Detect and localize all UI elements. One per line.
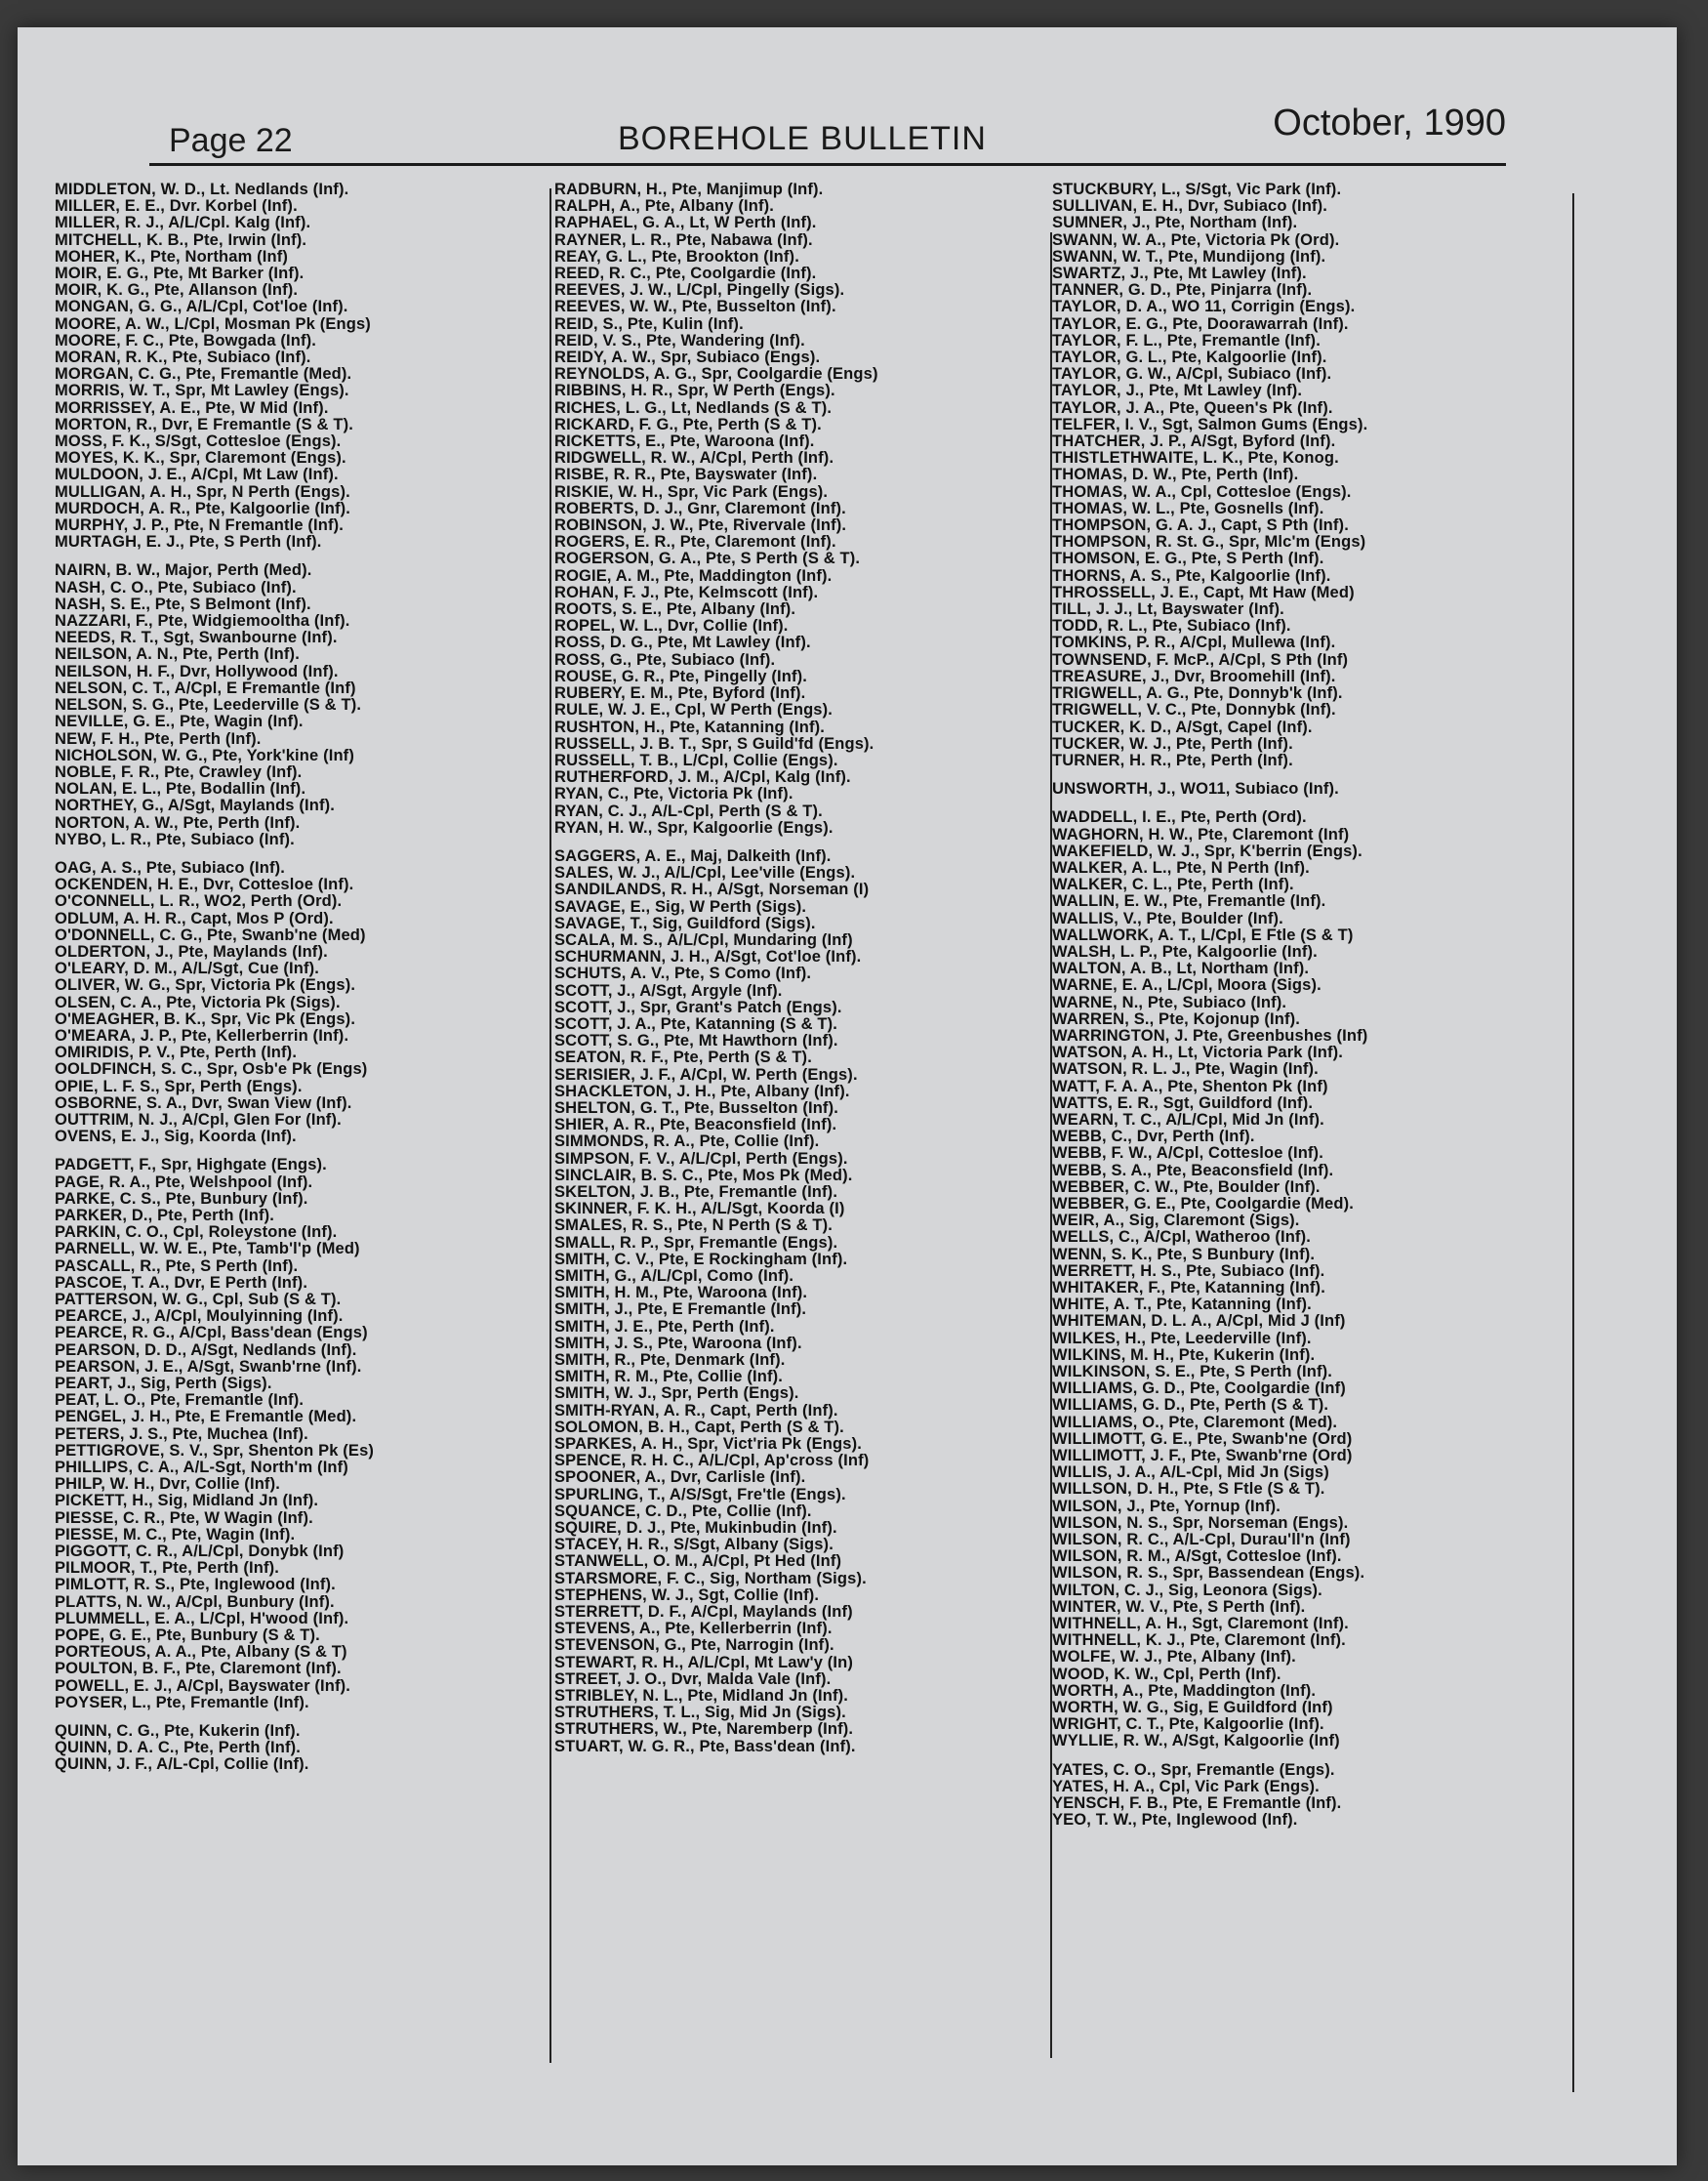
- roll-entry: PEARSON, D. D., A/Sgt, Nedlands (Inf).: [55, 1340, 357, 1359]
- roll-entry: PARKIN, C. O., Cpl, Roleystone (Inf).: [55, 1223, 338, 1242]
- roll-entry: NICHOLSON, W. G., Pte, York'kine (Inf): [55, 746, 354, 764]
- roll-entry: SMITH, G., A/L/Cpl, Como (Inf).: [554, 1267, 794, 1285]
- roll-entry: STARSMORE, F. C., Sig, Northam (Sigs).: [554, 1569, 867, 1587]
- roll-entry: WITHNELL, K. J., Pte, Claremont (Inf).: [1052, 1631, 1346, 1650]
- roll-entry: MURTAGH, E. J., Pte, S Perth (Inf).: [55, 533, 322, 552]
- roll-entry: NEILSON, H. F., Dvr, Hollywood (Inf).: [55, 662, 339, 680]
- roll-entry: WHITAKER, F., Pte, Katanning (Inf).: [1052, 1279, 1325, 1296]
- roll-entry: O'MEARA, J. P., Pte, Kellerberrin (Inf).: [55, 1026, 349, 1045]
- roll-entry: REID, V. S., Pte, Wandering (Inf).: [554, 331, 805, 350]
- roll-entry: RULE, W. J. E., Cpl, W Perth (Engs).: [554, 701, 833, 720]
- roll-entry: SQUIRE, D. J., Pte, Mukinbudin (Inf).: [554, 1519, 837, 1538]
- roll-entry: SMITH, R. M., Pte, Collie (Inf).: [554, 1368, 783, 1386]
- roll-entry: WALSH, L. P., Pte, Kalgoorlie (Inf).: [1052, 942, 1318, 961]
- roll-entry: YATES, C. O., Spr, Fremantle (Engs).: [1052, 1760, 1335, 1779]
- roll-entry: O'LEARY, D. M., A/L/Sgt, Cue (Inf).: [55, 960, 320, 978]
- roll-entry: SHELTON, G. T., Pte, Busselton (Inf).: [554, 1098, 838, 1117]
- roll-entry: WILSON, R. C., A/L-Cpl, Durau'll'n (Inf): [1052, 1531, 1351, 1549]
- roll-entry: WILLIAMS, G. D., Pte, Perth (S & T).: [1052, 1396, 1329, 1415]
- roll-entry: O'MEAGHER, B. K., Spr, Vic Pk (Engs).: [55, 1009, 356, 1028]
- roll-entry: WILKES, H., Pte, Leederville (Inf).: [1052, 1329, 1312, 1347]
- roll-entry: MORAN, R. K., Pte, Subiaco (Inf).: [55, 349, 311, 367]
- roll-entry: ROSS, G., Pte, Subiaco (Inf).: [554, 650, 776, 669]
- roll-entry: WHITEMAN, D. L. A., A/Cpl, Mid J (Inf): [1052, 1312, 1346, 1331]
- roll-entry: WILSON, N. S., Spr, Norseman (Engs).: [1052, 1513, 1349, 1532]
- roll-entry: RUSSELL, J. B. T., Spr, S Guild'fd (Engs).: [554, 734, 874, 753]
- roll-entry: WEARN, T. C., A/L/Cpl, Mid Jn (Inf).: [1052, 1110, 1324, 1129]
- roll-entry: QUINN, J. F., A/L-Cpl, Collie (Inf).: [55, 1755, 309, 1774]
- roll-entry: RIDGWELL, R. W., A/Cpl, Perth (Inf).: [554, 449, 834, 468]
- roll-entry: PASCALL, R., Pte, S Perth (Inf).: [55, 1256, 299, 1275]
- roll-entry: SMALL, R. P., Spr, Fremantle (Engs).: [554, 1233, 838, 1252]
- roll-entry: WINTER, W. V., Pte, S Perth (Inf).: [1052, 1597, 1306, 1616]
- roll-entry: PARNELL, W. W. E., Pte, Tamb'l'p (Med): [55, 1240, 360, 1258]
- roll-entry: SPURLING, T., A/S/Sgt, Fre'tle (Engs).: [554, 1485, 846, 1503]
- roll-entry: SAVAGE, T., Sig, Guildford (Sigs).: [554, 914, 816, 932]
- roll-entry: MORRISSEY, A. E., Pte, W Mid (Inf).: [55, 398, 329, 417]
- roll-entry: WADDELL, I. E., Pte, Perth (Ord).: [1052, 808, 1307, 827]
- roll-entry: STRUTHERS, T. L., Sig, Mid Jn (Sigs).: [554, 1704, 846, 1722]
- roll-entry: SMITH, J. E., Pte, Perth (Inf).: [554, 1317, 775, 1336]
- roll-entry: WALLIN, E. W., Pte, Fremantle (Inf).: [1052, 892, 1326, 911]
- roll-entry: REED, R. C., Pte, Coolgardie (Inf).: [554, 265, 817, 283]
- roll-entry: PIESSE, M. C., Pte, Wagin (Inf).: [55, 1525, 296, 1543]
- roll-entry: SINCLAIR, B. S. C., Pte, Mos Pk (Med).: [554, 1166, 853, 1184]
- roll-entry: MOORE, F. C., Pte, Bowgada (Inf).: [55, 331, 317, 350]
- roll-entry: TUCKER, K. D., A/Sgt, Capel (Inf).: [1052, 718, 1313, 736]
- roll-entry: PHILLIPS, C. A., A/L-Sgt, North'm (Inf): [55, 1459, 348, 1477]
- roll-entry: SMITH, J., Pte, E Fremantle (Inf).: [554, 1300, 807, 1319]
- roll-entry: WEBB, S. A., Pte, Beaconsfield (Inf).: [1052, 1161, 1334, 1179]
- roll-entry: OPIE, L. F. S., Spr, Perth (Engs).: [55, 1077, 303, 1095]
- roll-entry: STEVENS, A., Pte, Kellerberrin (Inf).: [554, 1620, 833, 1638]
- roll-entry: PEARCE, J., A/Cpl, Moulyinning (Inf).: [55, 1307, 344, 1326]
- roll-entry: RICKARD, F. G., Pte, Perth (S & T).: [554, 415, 822, 433]
- roll-entry: POPE, G. E., Pte, Bunbury (S & T).: [55, 1626, 320, 1645]
- roll-entry: REEVES, J. W., L/Cpl, Pingelly (Sigs).: [554, 281, 845, 300]
- roll-entry: WORTH, A., Pte, Maddington (Inf).: [1052, 1681, 1317, 1700]
- roll-entry: PLATTS, N. W., A/Cpl, Bunbury (Inf).: [55, 1592, 335, 1611]
- roll-entry: ODLUM, A. H. R., Capt, Mos P (Ord).: [55, 909, 334, 927]
- roll-entry: WILSON, R. M., A/Sgt, Cottesloe (Inf).: [1052, 1547, 1342, 1566]
- roll-entry: WORTH, W. G., Sig, E Guildford (Inf): [1052, 1699, 1333, 1717]
- roll-entry: OUTTRIM, N. J., A/Cpl, Glen For (Inf).: [55, 1110, 342, 1129]
- roll-entry: PIMLOTT, R. S., Pte, Inglewood (Inf).: [55, 1576, 336, 1594]
- roll-entry: TAYLOR, G. W., A/Cpl, Subiaco (Inf).: [1052, 365, 1332, 384]
- roll-entry: OCKENDEN, H. E., Dvr, Cottesloe (Inf).: [55, 876, 354, 894]
- roll-entry: WHITE, A. T., Pte, Katanning (Inf).: [1052, 1296, 1312, 1314]
- roll-entry: ROBERTS, D. J., Gnr, Claremont (Inf).: [554, 499, 846, 517]
- roll-entry: SMITH, W. J., Spr, Perth (Engs).: [554, 1384, 799, 1403]
- roll-entry: ROBINSON, J. W., Pte, Rivervale (Inf).: [554, 516, 847, 535]
- roll-entry: WILKINSON, S. E., Pte, S Perth (Inf).: [1052, 1363, 1332, 1381]
- roll-entry: ROSS, D. G., Pte, Mt Lawley (Inf).: [554, 634, 811, 652]
- roll-entry: NEILSON, A. N., Pte, Perth (Inf).: [55, 645, 300, 664]
- roll-entry: SCHUTS, A. V., Pte, S Como (Inf).: [554, 965, 812, 983]
- roll-entry: TRIGWELL, A. G., Pte, Donnyb'k (Inf).: [1052, 684, 1343, 703]
- roll-entry: ROGERS, E. R., Pte, Claremont (Inf).: [554, 533, 836, 552]
- roll-entry: O'DONNELL, C. G., Pte, Swanb'ne (Med): [55, 926, 366, 944]
- roll-entry: SCALA, M. S., A/L/Cpl, Mundaring (Inf): [554, 930, 853, 949]
- roll-entry: RAPHAEL, G. A., Lt, W Perth (Inf).: [554, 214, 817, 232]
- roll-entry: SMITH-RYAN, A. R., Capt, Perth (Inf).: [554, 1401, 838, 1420]
- roll-entry: MORRIS, W. T., Spr, Mt Lawley (Engs).: [55, 382, 349, 400]
- roll-entry: SQUANCE, C. D., Pte, Collie (Inf).: [554, 1502, 812, 1520]
- roll-entry: MOIR, K. G., Pte, Allanson (Inf).: [55, 281, 299, 300]
- roll-entry: SAVAGE, E., Sig, W Perth (Sigs).: [554, 897, 807, 916]
- roll-entry: THOMSON, E. G., Pte, S Perth (Inf).: [1052, 550, 1324, 568]
- roll-entry: MULDOON, J. E., A/Cpl, Mt Law (Inf).: [55, 466, 339, 484]
- roll-entry: SPARKES, A. H., Spr, Vict'ria Pk (Engs).: [554, 1435, 862, 1454]
- roll-entry: WENN, S. K., Pte, S Bunbury (Inf).: [1052, 1245, 1316, 1263]
- roll-entry: MOORE, A. W., L/Cpl, Mosman Pk (Engs): [55, 314, 371, 333]
- roll-entry: OLSEN, C. A., Pte, Victoria Pk (Sigs).: [55, 993, 341, 1011]
- publication-title: BOREHOLE BULLETIN: [618, 120, 987, 157]
- roll-entry: PEARSON, J. E., A/Sgt, Swanb'rne (Inf).: [55, 1357, 362, 1376]
- roll-entry: REYNOLDS, A. G., Spr, Coolgardie (Engs): [554, 365, 878, 384]
- roll-entry: WELLS, C., A/Cpl, Watheroo (Inf).: [1052, 1228, 1311, 1247]
- roll-entry: PARKE, C. S., Pte, Bunbury (Inf).: [55, 1189, 308, 1208]
- roll-entry: RYAN, C. J., A/L-Cpl, Perth (S & T).: [554, 802, 823, 820]
- roll-entry: POYSER, L., Pte, Fremantle (Inf).: [55, 1693, 309, 1711]
- roll-entry: MOSS, F. K., S/Sgt, Cottesloe (Engs).: [55, 432, 342, 451]
- roll-entry: TODD, R. L., Pte, Subiaco (Inf).: [1052, 617, 1291, 636]
- roll-entry: SWANN, W. T., Pte, Mundijong (Inf).: [1052, 247, 1326, 266]
- roll-entry: RUSHTON, H., Pte, Katanning (Inf).: [554, 718, 826, 736]
- roll-entry: THOMAS, W. L., Pte, Gosnells (Inf).: [1052, 499, 1324, 517]
- roll-entry: POULTON, B. F., Pte, Claremont (Inf).: [55, 1660, 342, 1678]
- roll-entry: STEPHENS, W. J., Sgt, Collie (Inf).: [554, 1585, 820, 1604]
- roll-entry: STUCKBURY, L., S/Sgt, Vic Park (Inf).: [1052, 182, 1342, 198]
- roll-entry: SKELTON, J. B., Pte, Fremantle (Inf).: [554, 1182, 838, 1201]
- roll-entry: SULLIVAN, E. H., Dvr, Subiaco (Inf).: [1052, 197, 1327, 216]
- roll-entry: NOBLE, F. R., Pte, Crawley (Inf).: [55, 762, 303, 781]
- roll-entry: MURDOCH, A. R., Pte, Kalgoorlie (Inf).: [55, 499, 351, 517]
- roll-entry: SOLOMON, B. H., Capt, Perth (S & T).: [554, 1418, 844, 1436]
- roll-entry: TAYLOR, J., Pte, Mt Lawley (Inf).: [1052, 382, 1303, 400]
- roll-entry: WRIGHT, C. T., Pte, Kalgoorlie (Inf).: [1052, 1715, 1324, 1734]
- roll-entry: SHIER, A. R., Pte, Beaconsfield (Inf).: [554, 1116, 837, 1134]
- roll-entry: RAYNER, L. R., Pte, Nabawa (Inf).: [554, 230, 813, 249]
- roll-entry: THATCHER, J. P., A/Sgt, Byford (Inf).: [1052, 432, 1336, 451]
- roll-entry: SCOTT, J., Spr, Grant's Patch (Engs).: [554, 998, 842, 1016]
- roll-entry: ROGIE, A. M., Pte, Maddington (Inf).: [554, 566, 833, 585]
- roll-entry: NORTHEY, G., A/Sgt, Maylands (Inf).: [55, 797, 335, 815]
- roll-entry: WOLFE, W. J., Pte, Albany (Inf).: [1052, 1648, 1296, 1667]
- roll-entry: WATSON, R. L. J., Pte, Wagin (Inf).: [1052, 1060, 1319, 1079]
- roll-entry: SHACKLETON, J. H., Pte, Albany (Inf).: [554, 1082, 850, 1100]
- roll-entry: TAYLOR, E. G., Pte, Doorawarrah (Inf).: [1052, 314, 1349, 333]
- roll-entry: TOMKINS, P. R., A/Cpl, Mullewa (Inf).: [1052, 634, 1336, 652]
- roll-entry: WILSON, R. S., Spr, Bassendean (Engs).: [1052, 1564, 1365, 1583]
- roll-entry: RUTHERFORD, J. M., A/Cpl, Kalg (Inf).: [554, 768, 851, 787]
- roll-entry: WILLIMOTT, J. F., Pte, Swanb'rne (Ord): [1052, 1447, 1353, 1465]
- roll-entry: WILLSON, D. H., Pte, S Ftle (S & T).: [1052, 1480, 1325, 1499]
- roll-entry: WILSON, J., Pte, Yornup (Inf).: [1052, 1497, 1281, 1515]
- roll-entry: SMITH, R., Pte, Denmark (Inf).: [554, 1351, 786, 1370]
- roll-entry: ROHAN, F. J., Pte, Kelmscott (Inf).: [554, 583, 819, 601]
- roll-entry: NAIRN, B. W., Major, Perth (Med).: [55, 561, 312, 580]
- roll-entry: SWANN, W. A., Pte, Victoria Pk (Ord).: [1052, 230, 1340, 249]
- roll-entry: WATSON, A. H., Lt, Victoria Park (Inf).: [1052, 1044, 1343, 1062]
- roll-entry: NEVILLE, G. E., Pte, Wagin (Inf).: [55, 713, 304, 731]
- roll-entry: PASCOE, T. A., Dvr, E Perth (Inf).: [55, 1273, 308, 1292]
- roll-entry: RADBURN, H., Pte, Manjimup (Inf).: [554, 182, 824, 198]
- roll-entry: SALES, W. J., A/L/Cpl, Lee'ville (Engs).: [554, 864, 856, 883]
- roll-entry: STRIBLEY, N. L., Pte, Midland Jn (Inf).: [554, 1687, 849, 1706]
- roll-entry: SMITH, C. V., Pte, E Rockingham (Inf).: [554, 1250, 848, 1268]
- roll-entry: YEO, T. W., Pte, Inglewood (Inf).: [1052, 1811, 1298, 1830]
- issue-date: October, 1990: [1273, 103, 1506, 144]
- roll-entry: RICHES, L. G., Lt, Nedlands (S & T).: [554, 398, 833, 417]
- roll-entry: SPOONER, A., Dvr, Carlisle (Inf).: [554, 1468, 806, 1487]
- roll-entry: NEW, F. H., Pte, Perth (Inf).: [55, 729, 262, 748]
- roll-entry: TUCKER, W. J., Pte, Perth (Inf).: [1052, 734, 1293, 753]
- section-gap: [1052, 1750, 1579, 1762]
- roll-entry: TILL, J. J., Lt, Bayswater (Inf).: [1052, 600, 1284, 619]
- roll-entry: MORTON, R., Dvr, E Fremantle (S & T).: [55, 415, 353, 433]
- roll-entry: WALLWORK, A. T., L/Cpl, E Ftle (S & T): [1052, 926, 1354, 944]
- roll-entry: SIMMONDS, R. A., Pte, Collie (Inf).: [554, 1132, 820, 1151]
- roll-entry: REIDY, A. W., Spr, Subiaco (Engs).: [554, 349, 821, 367]
- roll-entry: OVENS, E. J., Sig, Koorda (Inf).: [55, 1128, 297, 1146]
- roll-entry: RIBBINS, H. R., Spr, W Perth (Engs).: [554, 382, 835, 400]
- roll-entry: NAZZARI, F., Pte, Widgiemooltha (Inf).: [55, 612, 350, 631]
- roll-entry: NELSON, S. G., Pte, Leederville (S & T).: [55, 696, 362, 715]
- roll-entry: SUMNER, J., Pte, Northam (Inf).: [1052, 214, 1298, 232]
- roll-entry: RYAN, C., Pte, Victoria Pk (Inf).: [554, 785, 793, 803]
- roll-entry: THORNS, A. S., Pte, Kalgoorlie (Inf).: [1052, 566, 1331, 585]
- roll-entry: WATT, F. A. A., Pte, Shenton Pk (Inf): [1052, 1077, 1328, 1095]
- roll-entry: WEBB, C., Dvr, Perth (Inf).: [1052, 1128, 1255, 1146]
- roll-entry: NEEDS, R. T., Sgt, Swanbourne (Inf).: [55, 629, 338, 647]
- roll-entry: TAYLOR, J. A., Pte, Queen's Pk (Inf).: [1052, 398, 1333, 417]
- name-list-column-3: [1052, 182, 1579, 1830]
- roll-entry: THOMAS, D. W., Pte, Perth (Inf).: [1052, 466, 1299, 484]
- roll-entry: REAY, G. L., Pte, Brookton (Inf).: [554, 247, 799, 266]
- roll-entry: ROPEL, W. L., Dvr, Collie (Inf).: [554, 617, 789, 636]
- name-list-column-1: [55, 182, 562, 1774]
- roll-entry: UNSWORTH, J., WO11, Subiaco (Inf).: [1052, 780, 1339, 799]
- roll-entry: TAYLOR, F. L., Pte, Fremantle (Inf).: [1052, 331, 1321, 350]
- bulletin-page: [18, 27, 1677, 2165]
- roll-entry: PLUMMELL, E. A., L/Cpl, H'wood (Inf).: [55, 1609, 349, 1627]
- roll-entry: MONGAN, G. G., A/L/Cpl, Cot'loe (Inf).: [55, 298, 348, 316]
- roll-entry: PATTERSON, W. G., Cpl, Sub (S & T).: [55, 1291, 342, 1308]
- roll-entry: WOOD, K. W., Cpl, Perth (Inf).: [1052, 1665, 1281, 1683]
- roll-entry: QUINN, D. A. C., Pte, Perth (Inf).: [55, 1739, 301, 1757]
- roll-entry: THOMPSON, G. A. J., Capt, S Pth (Inf).: [1052, 516, 1349, 535]
- roll-entry: THOMPSON, R. St. G., Spr, Mlc'm (Engs): [1052, 533, 1366, 552]
- roll-entry: MILLER, E. E., Dvr. Korbel (Inf).: [55, 197, 298, 216]
- roll-entry: WALKER, A. L., Pte, N Perth (Inf).: [1052, 858, 1310, 877]
- roll-entry: SWARTZ, J., Pte, Mt Lawley (Inf).: [1052, 265, 1307, 283]
- roll-entry: PORTEOUS, A. A., Pte, Albany (S & T): [55, 1643, 347, 1662]
- roll-entry: WILLIAMS, O., Pte, Claremont (Med).: [1052, 1413, 1338, 1431]
- roll-entry: PETTIGROVE, S. V., Spr, Shenton Pk (Es): [55, 1441, 375, 1460]
- roll-entry: STEWART, R. H., A/L/Cpl, Mt Law'y (In): [554, 1653, 854, 1671]
- roll-entry: ROOTS, S. E., Pte, Albany (Inf).: [554, 600, 796, 619]
- roll-entry: NASH, C. O., Pte, Subiaco (Inf).: [55, 578, 297, 597]
- roll-entry: THISTLETHWAITE, L. K., Pte, Konog.: [1052, 449, 1339, 468]
- roll-entry: PHILP, W. H., Dvr, Collie (Inf).: [55, 1475, 280, 1494]
- roll-entry: TRIGWELL, V. C., Pte, Donnybk (Inf).: [1052, 701, 1336, 720]
- roll-entry: SCOTT, S. G., Pte, Mt Hawthorn (Inf).: [554, 1032, 838, 1050]
- roll-entry: SCOTT, J., A/Sgt, Argyle (Inf).: [554, 981, 783, 1000]
- roll-entry: PARKER, D., Pte, Perth (Inf).: [55, 1206, 274, 1224]
- roll-entry: NELSON, C. T., A/Cpl, E Fremantle (Inf): [55, 679, 356, 697]
- roll-entry: STUART, W. G. R., Pte, Bass'dean (Inf).: [554, 1737, 856, 1755]
- roll-entry: WEIR, A., Sig, Claremont (Sigs).: [1052, 1212, 1300, 1230]
- roll-entry: WALKER, C. L., Pte, Perth (Inf).: [1052, 876, 1294, 894]
- roll-entry: RYAN, H. W., Spr, Kalgoorlie (Engs).: [554, 818, 834, 837]
- roll-entry: RALPH, A., Pte, Albany (Inf).: [554, 197, 774, 216]
- roll-entry: O'CONNELL, L. R., WO2, Perth (Ord).: [55, 892, 343, 911]
- roll-entry: WITHNELL, A. H., Sgt, Claremont (Inf).: [1052, 1615, 1349, 1633]
- roll-entry: SMALES, R. S., Pte, N Perth (S & T).: [554, 1216, 834, 1235]
- roll-entry: WILLIS, J. A., A/L-Cpl, Mid Jn (Sigs): [1052, 1463, 1329, 1482]
- roll-entry: THOMAS, W. A., Cpl, Cottesloe (Engs).: [1052, 482, 1352, 501]
- roll-entry: STREET, J. O., Dvr, Malda Vale (Inf).: [554, 1669, 832, 1688]
- roll-entry: WEBBER, G. E., Pte, Coolgardie (Med).: [1052, 1194, 1354, 1213]
- roll-entry: STRUTHERS, W., Pte, Naremberp (Inf).: [554, 1720, 854, 1739]
- roll-entry: PADGETT, F., Spr, Highgate (Engs).: [55, 1156, 327, 1174]
- roll-entry: OLIVER, W. G., Spr, Victoria Pk (Engs).: [55, 976, 356, 995]
- roll-entry: SANDILANDS, R. H., A/Sgt, Norseman (I): [554, 881, 870, 899]
- roll-entry: TAYLOR, D. A., WO 11, Corrigin (Engs).: [1052, 298, 1356, 316]
- roll-entry: WALLIS, V., Pte, Boulder (Inf).: [1052, 909, 1283, 927]
- roll-entry: OOLDFINCH, S. C., Spr, Osb'e Pk (Engs): [55, 1060, 368, 1079]
- roll-entry: PILMOOR, T., Pte, Perth (Inf).: [55, 1559, 280, 1578]
- roll-entry: RICKETTS, E., Pte, Waroona (Inf).: [554, 432, 815, 451]
- roll-entry: SERISIER, J. F., A/Cpl, W. Perth (Engs).: [554, 1065, 858, 1084]
- roll-entry: RISBE, R. R., Pte, Bayswater (Inf).: [554, 466, 818, 484]
- roll-entry: PEARCE, R. G., A/Cpl, Bass'dean (Engs): [55, 1324, 368, 1342]
- roll-entry: SAGGERS, A. E., Maj, Dalkeith (Inf).: [554, 846, 832, 865]
- roll-entry: NYBO, L. R., Pte, Subiaco (Inf).: [55, 830, 295, 848]
- roll-entry: NORTON, A. W., Pte, Perth (Inf).: [55, 813, 301, 832]
- roll-entry: SCHURMANN, J. H., A/Sgt, Cot'loe (Inf).: [554, 948, 862, 967]
- roll-entry: PICKETT, H., Sig, Midland Jn (Inf).: [55, 1492, 319, 1510]
- roll-entry: PETERS, J. S., Pte, Muchea (Inf).: [55, 1424, 308, 1443]
- roll-entry: REEVES, W. W., Pte, Busselton (Inf).: [554, 298, 836, 316]
- roll-entry: WEBB, F. W., A/Cpl, Cottesloe (Inf).: [1052, 1144, 1323, 1163]
- roll-entry: SPENCE, R. H. C., A/L/Cpl, Ap'cross (Inf): [554, 1452, 870, 1470]
- roll-entry: NASH, S. E., Pte, S Belmont (Inf).: [55, 595, 311, 613]
- roll-entry: OAG, A. S., Pte, Subiaco (Inf).: [55, 858, 285, 877]
- roll-entry: WATTS, E. R., Sgt, Guildford (Inf).: [1052, 1093, 1314, 1112]
- roll-entry: WILLIMOTT, G. E., Pte, Swanb'ne (Ord): [1052, 1429, 1353, 1448]
- roll-entry: ROGERSON, G. A., Pte, S Perth (S & T).: [554, 550, 861, 568]
- roll-entry: WARREN, S., Pte, Kojonup (Inf).: [1052, 1009, 1300, 1028]
- roll-entry: SMITH, J. S., Pte, Waroona (Inf).: [554, 1334, 802, 1352]
- roll-entry: PENGEL, J. H., Pte, E Fremantle (Med).: [55, 1408, 357, 1426]
- roll-entry: MOIR, E. G., Pte, Mt Barker (Inf).: [55, 265, 305, 283]
- roll-entry: MORGAN, C. G., Pte, Fremantle (Med).: [55, 365, 352, 384]
- roll-entry: STANWELL, O. M., A/Cpl, Pt Hed (Inf): [554, 1552, 842, 1571]
- roll-entry: TANNER, G. D., Pte, Pinjarra (Inf).: [1052, 281, 1313, 300]
- roll-entry: WILLIAMS, G. D., Pte, Coolgardie (Inf): [1052, 1379, 1346, 1398]
- roll-entry: PIGGOTT, C. R., A/L/Cpl, Donybk (Inf): [55, 1543, 345, 1561]
- roll-entry: OSBORNE, S. A., Dvr, Swan View (Inf).: [55, 1093, 352, 1112]
- roll-entry: WALTON, A. B., Lt, Northam (Inf).: [1052, 960, 1310, 978]
- name-list-column-2: [554, 182, 1042, 1755]
- roll-entry: WEBBER, C. W., Pte, Boulder (Inf).: [1052, 1177, 1321, 1196]
- roll-entry: TREASURE, J., Dvr, Broomehill (Inf).: [1052, 667, 1336, 685]
- roll-entry: OLDERTON, J., Pte, Maylands (Inf).: [55, 942, 328, 961]
- roll-entry: TOWNSEND, F. McP., A/Cpl, S Pth (Inf): [1052, 650, 1349, 669]
- roll-entry: REID, S., Pte, Kulin (Inf).: [554, 314, 744, 333]
- roll-entry: WARRINGTON, J. Pte, Greenbushes (Inf): [1052, 1026, 1368, 1045]
- roll-entry: TURNER, H. R., Pte, Perth (Inf).: [1052, 751, 1293, 769]
- roll-entry: RISKIE, W. H., Spr, Vic Park (Engs).: [554, 482, 829, 501]
- roll-entry: WILTON, C. J., Sig, Leonora (Sigs).: [1052, 1581, 1322, 1599]
- roll-entry: MILLER, R. J., A/L/Cpl. Kalg (Inf).: [55, 214, 311, 232]
- roll-entry: RUBERY, E. M., Pte, Byford (Inf).: [554, 684, 806, 703]
- page-number: Page 22: [169, 122, 293, 159]
- roll-entry: YATES, H. A., Cpl, Vic Park (Engs).: [1052, 1777, 1320, 1795]
- roll-entry: SCOTT, J. A., Pte, Katanning (S & T).: [554, 1014, 838, 1033]
- roll-entry: POWELL, E. J., A/Cpl, Bayswater (Inf).: [55, 1676, 351, 1695]
- roll-entry: WAGHORN, H. W., Pte, Claremont (Inf): [1052, 825, 1350, 844]
- roll-entry: WERRETT, H. S., Pte, Subiaco (Inf).: [1052, 1261, 1325, 1280]
- roll-entry: WILKINS, M. H., Pte, Kukerin (Inf).: [1052, 1345, 1316, 1364]
- roll-entry: TELFER, I. V., Sgt, Salmon Gums (Engs).: [1052, 415, 1368, 433]
- roll-entry: TAYLOR, G. L., Pte, Kalgoorlie (Inf).: [1052, 349, 1327, 367]
- roll-entry: SKINNER, F. K. H., A/L/Sgt, Koorda (I): [554, 1200, 845, 1218]
- roll-entry: OMIRIDIS, P. V., Pte, Perth (Inf).: [55, 1044, 298, 1062]
- roll-entry: STEVENSON, G., Pte, Narrogin (Inf).: [554, 1636, 834, 1655]
- roll-entry: PEAT, L. O., Pte, Fremantle (Inf).: [55, 1391, 305, 1410]
- roll-entry: WARNE, N., Pte, Subiaco (Inf).: [1052, 993, 1287, 1011]
- roll-entry: QUINN, C. G., Pte, Kukerin (Inf).: [55, 1722, 301, 1741]
- roll-entry: SIMPSON, F. V., A/L/Cpl, Perth (Engs).: [554, 1149, 848, 1168]
- roll-entry: WAKEFIELD, W. J., Spr, K'berrin (Engs).: [1052, 842, 1362, 860]
- roll-entry: MURPHY, J. P., Pte, N Fremantle (Inf).: [55, 516, 345, 535]
- roll-entry: ROUSE, G. R., Pte, Pingelly (Inf).: [554, 667, 808, 685]
- roll-entry: THROSSELL, J. E., Capt, Mt Haw (Med): [1052, 583, 1355, 601]
- roll-entry: MITCHELL, K. B., Pte, Irwin (Inf).: [55, 230, 307, 249]
- roll-entry: YENSCH, F. B., Pte, E Fremantle (Inf).: [1052, 1794, 1342, 1813]
- roll-entry: MULLIGAN, A. H., Spr, N Perth (Engs).: [55, 482, 350, 501]
- roll-entry: NOLAN, E. L., Pte, Bodallin (Inf).: [55, 780, 306, 799]
- roll-entry: MOYES, K. K., Spr, Claremont (Engs).: [55, 449, 346, 468]
- roll-entry: PEART, J., Sig, Perth (Sigs).: [55, 1375, 272, 1393]
- roll-entry: WYLLIE, R. W., A/Sgt, Kalgoorlie (Inf): [1052, 1732, 1340, 1750]
- roll-entry: MIDDLETON, W. D., Lt. Nedlands (Inf).: [55, 182, 349, 198]
- roll-entry: WARNE, E. A., L/Cpl, Moora (Sigs).: [1052, 976, 1322, 995]
- roll-entry: MOHER, K., Pte, Northam (Inf): [55, 247, 289, 266]
- roll-entry: PAGE, R. A., Pte, Welshpool (Inf).: [55, 1173, 313, 1191]
- page-header: [149, 101, 1506, 166]
- roll-entry: SMITH, H. M., Pte, Waroona (Inf).: [554, 1284, 808, 1302]
- roll-entry: PIESSE, C. R., Pte, W Wagin (Inf).: [55, 1508, 313, 1527]
- roll-entry: STERRETT, D. F., A/Cpl, Maylands (Inf): [554, 1603, 853, 1622]
- roll-entry: STACEY, H. R., S/Sgt, Albany (Sigs).: [554, 1536, 834, 1554]
- roll-entry: SEATON, R. F., Pte, Perth (S & T).: [554, 1049, 812, 1067]
- roll-entry: RUSSELL, T. B., L/Cpl, Collie (Engs).: [554, 751, 838, 769]
